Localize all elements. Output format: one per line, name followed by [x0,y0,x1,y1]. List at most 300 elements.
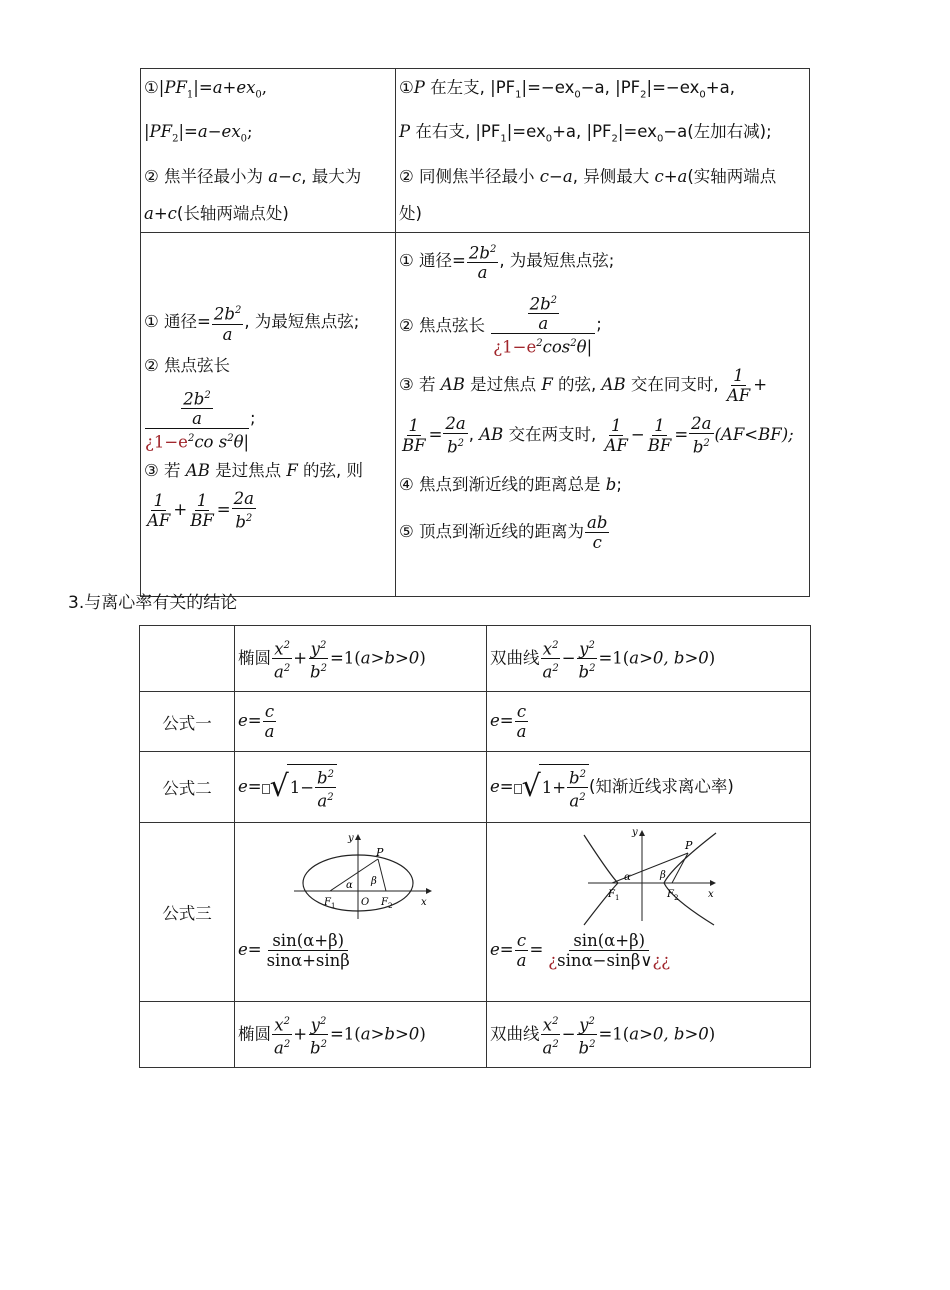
text: − [561,648,576,667]
fraction [188,491,216,530]
numerator [272,1012,292,1036]
hyperbola-footer-cell [487,1002,811,1068]
circled-number: ① [399,78,414,97]
text: = [247,940,262,959]
hyperbola-diagram [560,827,800,927]
numerator: c [516,702,527,721]
text: (左加右减); [687,122,772,142]
text: ② 焦半径最小为 [144,166,269,186]
fraction [528,291,559,334]
text: e [490,776,500,796]
sup: 2 [536,338,543,350]
sub: 0 [240,133,247,145]
fraction [567,765,588,811]
text: x [542,1015,553,1034]
hyperbola-formula-one [487,692,811,752]
text: ¿¿ [652,951,671,970]
text: e [238,776,248,796]
fraction [145,386,249,452]
label-f2-sub: 2 [674,894,679,902]
fraction [308,1012,329,1058]
text: |= [193,78,213,97]
text: = [499,776,514,796]
sup: 2 [579,768,586,780]
text: 2b [529,294,551,314]
text: , 为最短焦点弦; [499,250,615,270]
text: |= [178,122,198,142]
text: 是过焦点 [209,460,287,480]
text: a [317,791,328,811]
text: = [529,940,544,959]
table-row [140,1002,811,1068]
denominator: a [192,409,202,429]
denominator: AF [604,435,628,455]
denominator [577,1035,598,1058]
fraction [544,931,674,970]
text: b [235,512,246,532]
label-f1: F [324,897,331,908]
denominator: BF [647,435,672,455]
fraction [603,416,630,455]
header-blank-cell [140,626,235,692]
sup: 2 [552,1039,559,1050]
x-arrow-icon [426,888,432,894]
ellipse-focal-radius-cell [141,69,396,233]
text: , 最大为 [301,166,362,186]
radicand [287,764,337,811]
text: ; [247,122,253,142]
sup: 2 [589,663,596,674]
numerator: 1 [654,415,665,435]
sup: 2 [283,663,291,674]
text: ; [616,474,622,494]
text: a [274,662,284,682]
label-y: y [632,827,638,838]
label-p: P [376,846,384,859]
text: θ| [233,432,250,452]
text: +a, |PF [552,122,612,142]
x-arrow-icon [710,880,716,886]
numerator: 1 [610,415,622,435]
text: a [542,1038,553,1058]
text: 处) [399,203,422,223]
sup: 2 [570,338,577,350]
text: (知渐近线求离心率) [588,776,734,796]
conclusion-table [140,68,810,597]
sup: 2 [204,389,211,401]
label-o: O [361,897,370,908]
sup: 2 [327,792,334,803]
text: ④ 焦点到渐近线的距离总是 [399,474,606,494]
numerator [528,291,559,315]
label-x: x [708,889,714,900]
text: , 为最短焦点弦; [244,311,360,331]
text: x [274,1015,284,1034]
numerator: 1 [733,365,744,385]
text: a+c [144,203,177,223]
numerator [541,636,561,660]
text: − [561,1024,576,1043]
fraction [515,931,529,970]
text: F [541,374,553,394]
numerator: 2a [691,413,712,433]
sup: 2 [588,1015,595,1027]
text: cos [542,337,571,357]
sqrt [514,764,589,811]
fraction [400,416,428,455]
text: , [261,78,268,97]
label-f1-sub: 1 [331,902,336,910]
denominator [691,434,712,457]
text: AB [440,374,465,394]
radical-sign: √ [521,769,541,804]
numerator [577,636,597,660]
text: a+ex [212,78,256,97]
text: b [317,768,328,787]
text: θ| [576,337,593,357]
fraction [541,1012,561,1058]
fraction [541,636,561,682]
text: y [310,639,320,658]
text: F [286,460,298,480]
denominator [272,1035,292,1058]
text: 椭圆 [238,1024,271,1043]
section-heading: 3.与离心率有关的结论 [68,593,238,613]
numerator [309,636,329,660]
text: b [578,1038,590,1058]
text: =1( [598,648,630,667]
text: b [310,1038,321,1058]
sup: 2 [234,305,242,317]
radicand [539,764,589,811]
text: ) [708,1024,716,1043]
sub: 0 [255,89,262,101]
label-f1-sub: 1 [615,894,620,902]
numerator [180,386,213,429]
text: 交在同支时, [625,374,724,394]
fraction [232,489,256,532]
denominator [544,951,674,970]
sup: 2 [588,639,595,651]
placeholder-box [514,784,522,794]
numerator [181,386,212,410]
denominator: c [592,532,602,552]
table-row [140,692,811,752]
text: 在右支, |PF [410,122,501,142]
numerator: ab [587,512,608,532]
text: P [413,78,425,97]
sup: 2 [245,512,253,524]
sup: 2 [187,433,195,445]
text: 2b [213,304,235,324]
text: ¿1−e [493,337,537,357]
text: e [238,711,248,730]
text: + [753,374,768,394]
text: , [468,424,480,444]
text: e [490,711,500,730]
text: 是过焦点 [464,374,542,394]
sub: 0 [656,133,664,145]
denominator [491,333,595,357]
text: e [490,940,500,959]
hyperbola-formula-two [487,752,811,823]
sup: 2 [283,639,290,651]
text: |PF [158,78,187,97]
numerator: 1 [196,490,208,510]
text: (实轴两端点 [687,166,777,186]
sup: 2 [589,1039,596,1050]
eccentricity-table [139,625,811,1068]
text: a [542,662,553,682]
sqrt [262,764,337,811]
sub: 1 [186,89,194,101]
numerator [525,291,562,334]
sup: 2 [457,437,465,449]
text: AB [601,374,626,394]
text: ; [250,408,256,428]
sub: 2 [172,133,179,145]
denominator [541,1035,561,1058]
text: c+a [654,166,688,186]
text: y [310,1015,320,1034]
denominator: AF [726,385,751,405]
text: 1+ [541,778,567,797]
denominator [145,428,249,452]
table-row [140,823,811,1002]
text: = [247,776,262,796]
formula-three-label: 公式三 [140,823,235,1002]
fraction [491,291,595,357]
text: 的弦, 则 [297,460,364,480]
text: (长轴两端点处) [176,203,289,223]
numerator [212,301,243,325]
text: a [569,791,580,811]
numerator [567,765,588,789]
denominator [541,659,561,682]
text: − [630,424,645,444]
text: = [499,940,514,959]
hyperbola-formula-three [487,823,811,1002]
ellipse-footer-cell [235,1002,487,1068]
denominator: a [516,722,527,741]
table-row [140,752,811,823]
text: x [274,639,284,658]
numerator: sin(α+β) [268,931,348,951]
numerator: c [264,702,275,721]
text: x [542,639,553,658]
sub: 0 [545,133,553,145]
text: a−c [268,166,302,186]
text: b [569,768,580,787]
text: 的弦, [552,374,602,394]
text: AB [479,424,504,444]
text: ) [708,648,716,667]
denominator: a [222,324,233,344]
numerator [467,240,498,264]
ellipse-formula-one [235,692,487,752]
fraction [515,702,529,741]
denominator [315,788,335,811]
text: c−a [539,166,573,186]
sup: 2 [327,768,334,780]
text: AB [185,460,210,480]
text: y [579,1015,589,1034]
hyperbola-focal-chord-cell [396,232,810,596]
sup: 2 [283,1039,291,1050]
ellipse-header-cell [235,626,487,692]
text: |PF [144,122,173,142]
label-x: x [421,897,427,908]
denominator [233,509,254,532]
text: =1( [329,1024,361,1043]
table-row [140,626,811,692]
sub: 0 [699,89,706,101]
text: 1− [289,778,315,797]
sup: 2 [552,1015,559,1027]
text: ② 焦点弦长 [399,315,486,335]
hyperbola-focal-radius-cell [396,69,810,233]
text: ③ 若 [144,460,186,480]
label-alpha: α [624,872,631,883]
text: ③ 若 [399,374,441,394]
text: co s [194,432,228,452]
text: y [579,639,589,658]
text: ⑤ 顶点到渐近线的距离为 [399,521,585,541]
text: ; [596,314,602,334]
label-f2-sub: 2 [388,902,393,910]
text: a>0, b>0 [629,1024,709,1043]
text: b [578,662,590,682]
text: e [238,940,248,959]
numerator: c [516,931,527,950]
sup: 2 [283,1015,290,1027]
text: + [293,648,308,667]
denominator: a [477,263,488,283]
formula-one-label: 公式一 [140,692,235,752]
label-beta: β [660,870,666,881]
circled-number: ① [144,78,159,97]
text: = [674,424,689,444]
text: b [310,662,321,682]
text: a−ex [197,122,241,142]
footer-blank-cell [140,1002,235,1068]
sub: 1 [515,89,522,101]
text: =1( [598,1024,630,1043]
placeholder-box [262,784,270,794]
text: P [399,122,411,142]
text: = [216,499,231,519]
numerator: 1 [153,490,164,510]
fraction [467,240,498,283]
numerator [577,1012,597,1036]
numerator [315,765,336,789]
text: , 异侧最大 [572,166,655,186]
text: ) [419,648,426,667]
denominator: BF [402,435,426,455]
label-f2: F [667,889,674,900]
sup: 2 [703,437,710,449]
fraction [145,491,172,530]
sub: 0 [574,89,581,101]
text: ② 同侧焦半径最小 [399,166,540,186]
text: 2b [183,389,205,409]
sup: 2 [552,663,559,674]
y-arrow-icon [639,830,645,836]
hyperbola-left-branch [584,835,618,925]
text: 椭圆 [238,648,271,667]
sub: 2 [611,133,618,145]
fraction [585,513,609,552]
fraction [263,702,277,741]
text: = [428,424,443,444]
sup: 2 [320,1039,327,1050]
label-y: y [348,833,354,844]
text: |=−ex [521,78,575,97]
numerator: 2a [233,488,254,508]
text: 2b [468,243,490,263]
formula-two-label: 公式二 [140,752,235,823]
numerator: 2a [445,413,466,433]
text: sinα−sinβ∨ [557,951,653,970]
fraction [443,414,467,457]
sup: 2 [227,433,234,445]
numerator [272,636,292,660]
text: ¿ [548,951,558,970]
ellipse-formula-three [235,823,487,1002]
label-alpha: α [346,880,353,891]
text: a>b>0 [360,1024,420,1043]
text: 交在两支时, [503,424,602,444]
denominator [272,659,292,682]
numerator [309,1012,329,1036]
fraction [315,765,336,811]
numerator: sin(α+β) [569,931,649,951]
text: b [447,437,458,457]
radical-sign: √ [269,769,289,804]
denominator: a [538,314,549,334]
text: |=ex [617,122,657,142]
text: b [692,437,704,457]
fraction [272,636,292,682]
text: ② 焦点弦长 [144,355,231,375]
fraction [272,1012,292,1058]
text: = [499,711,514,730]
text: b [605,474,617,494]
fraction [646,416,674,455]
text: + [173,499,188,519]
table-row [141,69,810,233]
sub: 2 [640,89,647,101]
sup: 2 [319,1015,327,1027]
text: ) [419,1024,426,1043]
text: =1( [329,648,361,667]
focal-line-2 [378,859,386,891]
label-f1: F [608,889,615,900]
denominator: a [516,951,527,970]
numerator: 1 [408,415,420,435]
text: 双曲线 [490,648,540,667]
fraction [577,1012,598,1058]
denominator: AF [147,510,171,530]
denominator: sinα+sinβ [266,951,350,970]
fraction [725,366,752,405]
sup: 2 [319,639,327,651]
fraction [212,301,243,344]
text: + [293,1024,308,1043]
denominator [577,659,598,682]
ellipse-diagram [238,827,478,927]
denominator [567,788,587,811]
